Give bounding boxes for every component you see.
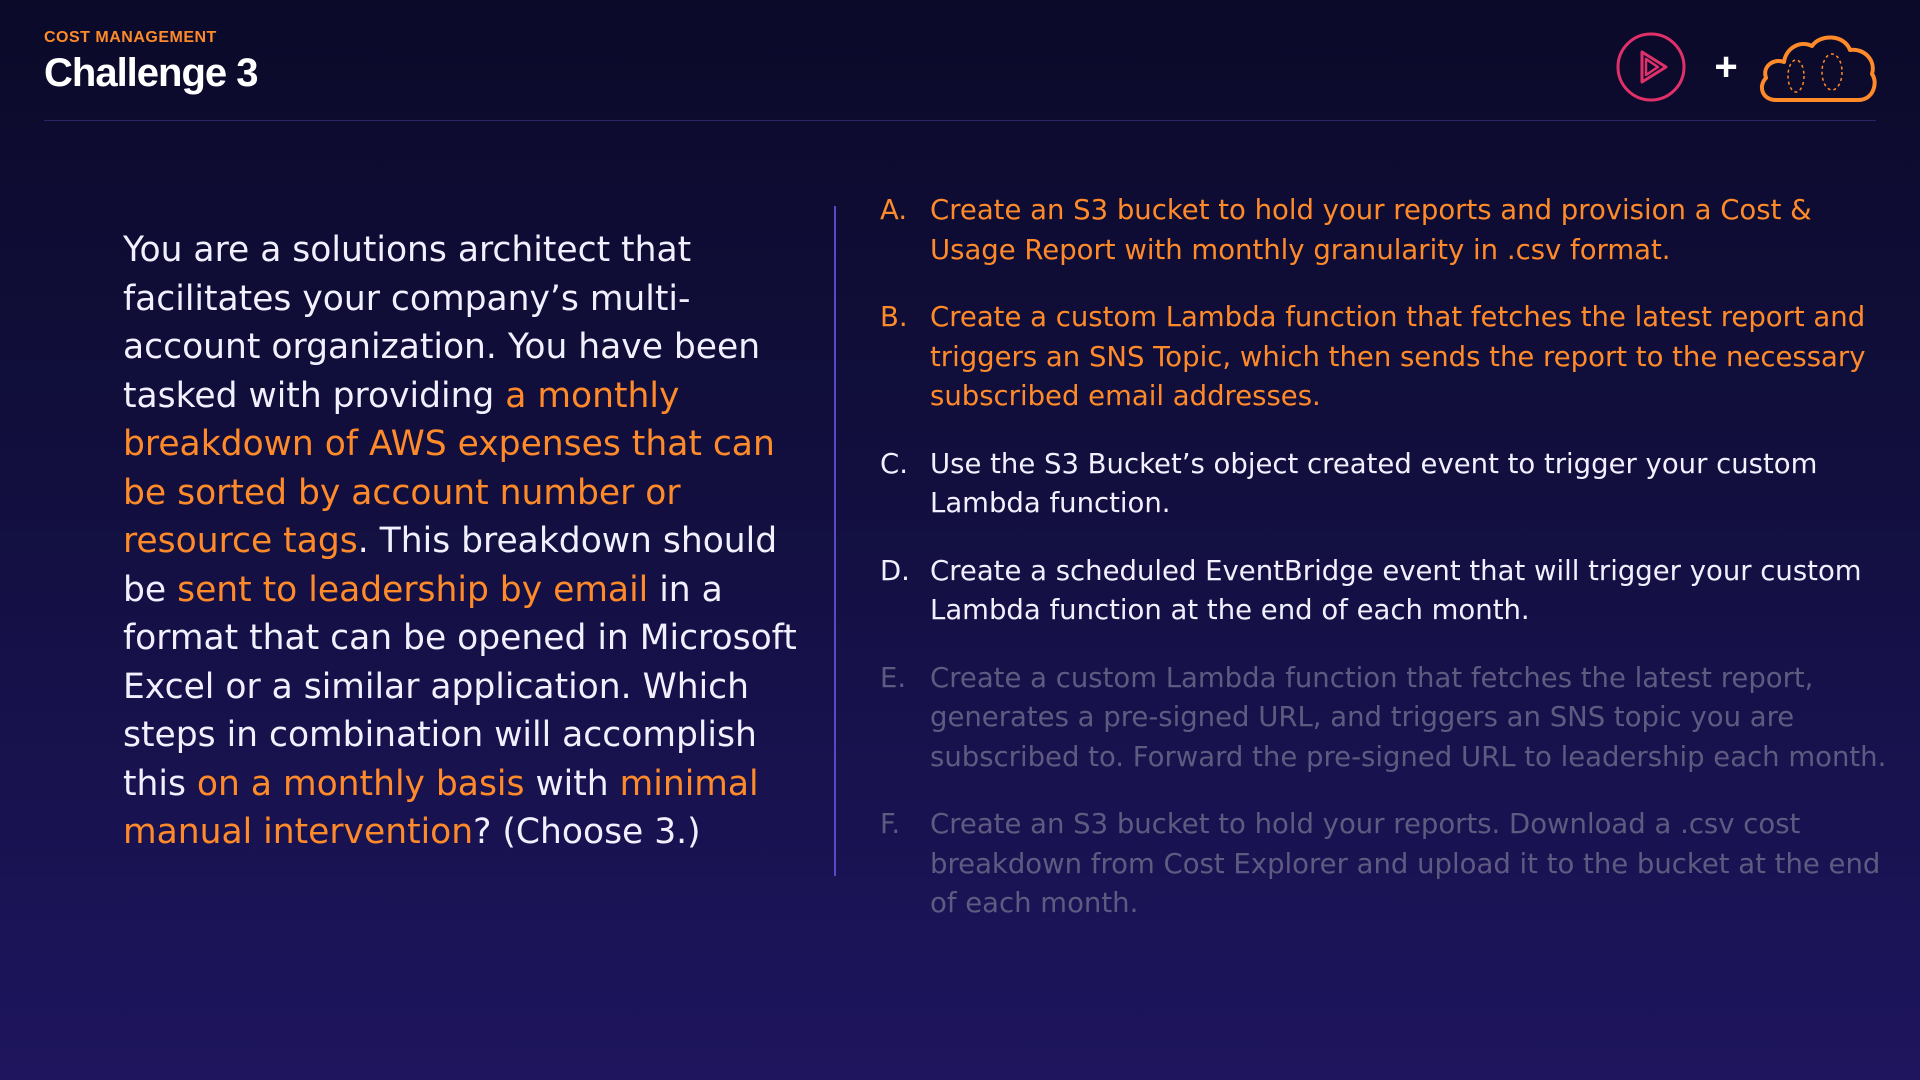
answer-options	[880, 191, 1890, 952]
question-segment: . This breakdown should be	[123, 521, 778, 610]
option-letter: E.	[880, 661, 907, 694]
question-segment: with	[524, 763, 620, 804]
question-segment: in a format that can be opened in Microsoft Excel or a similar application. Which steps in combination will accomplish this	[123, 569, 797, 804]
option-text: Create a scheduled EventBridge event that will trigger your custom Lambda function at the end of each month.	[930, 554, 1862, 626]
option-letter: A.	[880, 194, 908, 226]
answer-option-a	[880, 191, 1890, 270]
question-segment: You are a solutions architect that facilitates your company’s multi-account organization. You have been tasked with providing	[123, 230, 761, 416]
answer-option-e	[880, 659, 1890, 778]
option-text: Create an S3 bucket to hold your reports and provision a Cost & Usage Report with monthly granularity in .csv format.	[930, 194, 1812, 266]
question-segment: ? (Choose 3.)	[473, 812, 701, 852]
answer-option-b	[880, 298, 1890, 417]
question-highlight: on a monthly basis	[196, 763, 525, 804]
option-letter: D.	[880, 554, 910, 587]
option-letter: B.	[880, 301, 908, 333]
question-text	[123, 226, 813, 857]
question-highlight: sent to leadership by email	[177, 569, 649, 610]
option-letter: F.	[880, 808, 901, 840]
question-highlight: a monthly breakdown of AWS expenses that can be sorted by account number or resource tags	[123, 375, 775, 561]
slide-header	[44, 28, 258, 96]
option-text: Create an S3 bucket to hold your reports. Download a .csv cost breakdown from Cost Explorer and upload it to the bucket at the end of each month.	[930, 808, 1881, 919]
option-text: Create a custom Lambda function that fetches the latest report and triggers an SNS Topic, which then sends the report to the necessary subscribed email addresses.	[930, 301, 1866, 412]
option-letter: C.	[880, 447, 908, 480]
option-text: Create a custom Lambda function that fetches the latest report, generates a pre-signed URL, and triggers an SNS topic you are subscribed to. Forward the pre-signed URL to leadership each month.	[930, 661, 1887, 773]
option-text: Use the S3 Bucket’s object created event to trigger your custom Lambda function.	[930, 447, 1818, 519]
column-divider	[834, 206, 836, 876]
answer-option-f	[880, 805, 1890, 924]
plus-sign: +	[1714, 45, 1738, 89]
play-circle-icon	[1616, 32, 1686, 102]
header-divider	[44, 120, 1876, 121]
answer-option-d	[880, 552, 1890, 631]
slide-title: Challenge 3	[44, 51, 258, 95]
brand-logos	[1616, 30, 1878, 108]
section-eyebrow: COST MANAGEMENT	[44, 29, 217, 46]
question-highlight: minimal manual intervention	[123, 763, 759, 852]
cloud-icon	[1754, 30, 1878, 106]
answer-option-c	[880, 445, 1890, 524]
